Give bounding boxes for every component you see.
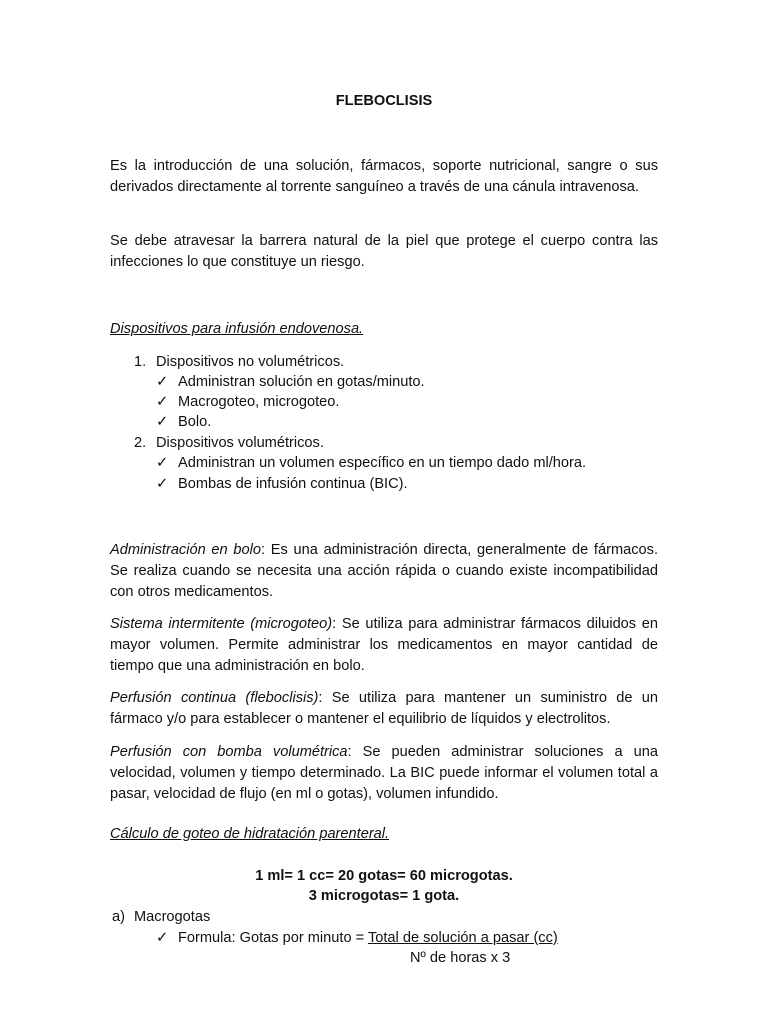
list-item-label: Dispositivos volumétricos. bbox=[156, 435, 324, 451]
definition-text: : Se pueden administrar soluciones a una velocidad, volumen y tiempo determinado. La BIC puede informar el volumen total a pasar, velocidad de flujo (en ml o gotas), volumen infundido. bbox=[110, 744, 658, 802]
definition-text: : Se utiliza para mantener un suministro de un fármaco y/o para establecer o mantener el equilibrio de líquidos y electrolitos. bbox=[110, 690, 659, 727]
definition-term: Administración en bolo bbox=[110, 542, 261, 558]
check-item bbox=[156, 372, 425, 392]
definition-term: Perfusión continua (fleboclisis) bbox=[110, 690, 319, 706]
formula-numerator: Total de solución a pasar (cc) bbox=[367, 930, 558, 946]
definition-term: Perfusión con bomba volumétrica bbox=[110, 744, 348, 760]
document-title: FLEBOCLISIS bbox=[335, 93, 433, 109]
definition-intermitente bbox=[110, 614, 658, 677]
section-a bbox=[112, 907, 210, 927]
check-icon: ✓ bbox=[156, 455, 169, 471]
intro-paragraph-1: Es la introducción de una solución, fármacos, soporte nutricional, sangre o sus derivados directamente al torrente sanguíneo a través de una cánula intravenosa. bbox=[110, 158, 658, 195]
check-item-text: Bombas de infusión continua (BIC). bbox=[178, 476, 408, 492]
equivalence-line-1: 1 ml= 1 cc= 20 gotas= 60 microgotas. bbox=[255, 868, 513, 884]
list-number: 2. bbox=[134, 435, 147, 451]
check-icon: ✓ bbox=[156, 476, 169, 492]
check-icon: ✓ bbox=[156, 374, 169, 390]
equivalence-line-2: 3 microgotas= 1 gota. bbox=[308, 888, 460, 904]
check-item bbox=[156, 412, 211, 432]
intro-paragraph-2: Se debe atravesar la barrera natural de la piel que protege el cuerpo contra las infecciones lo que constituye un riesgo. bbox=[110, 233, 658, 270]
definition-text: : Se utiliza para administrar fármacos diluidos en mayor volumen. Permite administrar los medicamentos en mayor cantidad de tiempo que una administración en bolo. bbox=[110, 616, 658, 674]
list-item-2 bbox=[134, 433, 324, 453]
definition-continua bbox=[110, 688, 658, 730]
calc-heading: Cálculo de goteo de hidratación parenteral. bbox=[110, 826, 390, 842]
check-icon: ✓ bbox=[156, 414, 169, 430]
check-icon: ✓ bbox=[156, 930, 169, 946]
formula-item bbox=[156, 928, 558, 948]
check-item bbox=[156, 392, 339, 412]
check-item bbox=[156, 453, 586, 473]
list-item-label: Dispositivos no volumétricos. bbox=[156, 354, 345, 370]
definition-term: Sistema intermitente (microgoteo) bbox=[110, 616, 333, 632]
check-item bbox=[156, 474, 408, 494]
formula-prefix: Formula: Gotas por minuto = bbox=[178, 930, 368, 946]
check-item-text: Macrogoteo, microgoteo. bbox=[178, 394, 340, 410]
formula-denominator: Nº de horas x 3 bbox=[410, 950, 511, 966]
definition-bolo bbox=[110, 540, 658, 603]
devices-heading: Dispositivos para infusión endovenosa. bbox=[110, 321, 364, 337]
list-number: 1. bbox=[134, 354, 147, 370]
check-icon: ✓ bbox=[156, 394, 169, 410]
check-item-text: Administran solución en gotas/minuto. bbox=[178, 374, 425, 390]
check-item-text: Bolo. bbox=[178, 414, 212, 430]
section-label: Macrogotas bbox=[134, 909, 211, 925]
check-item-text: Administran un volumen específico en un tiempo dado ml/hora. bbox=[178, 455, 587, 471]
definition-bomba bbox=[110, 742, 658, 805]
definition-text: : Es una administración directa, generalmente de fármacos. Se realiza cuando se necesita una acción rápida o cuando existe incompatibilidad con otros medicamentos. bbox=[110, 542, 658, 600]
list-item-1 bbox=[134, 352, 344, 372]
section-letter: a) bbox=[112, 909, 125, 925]
